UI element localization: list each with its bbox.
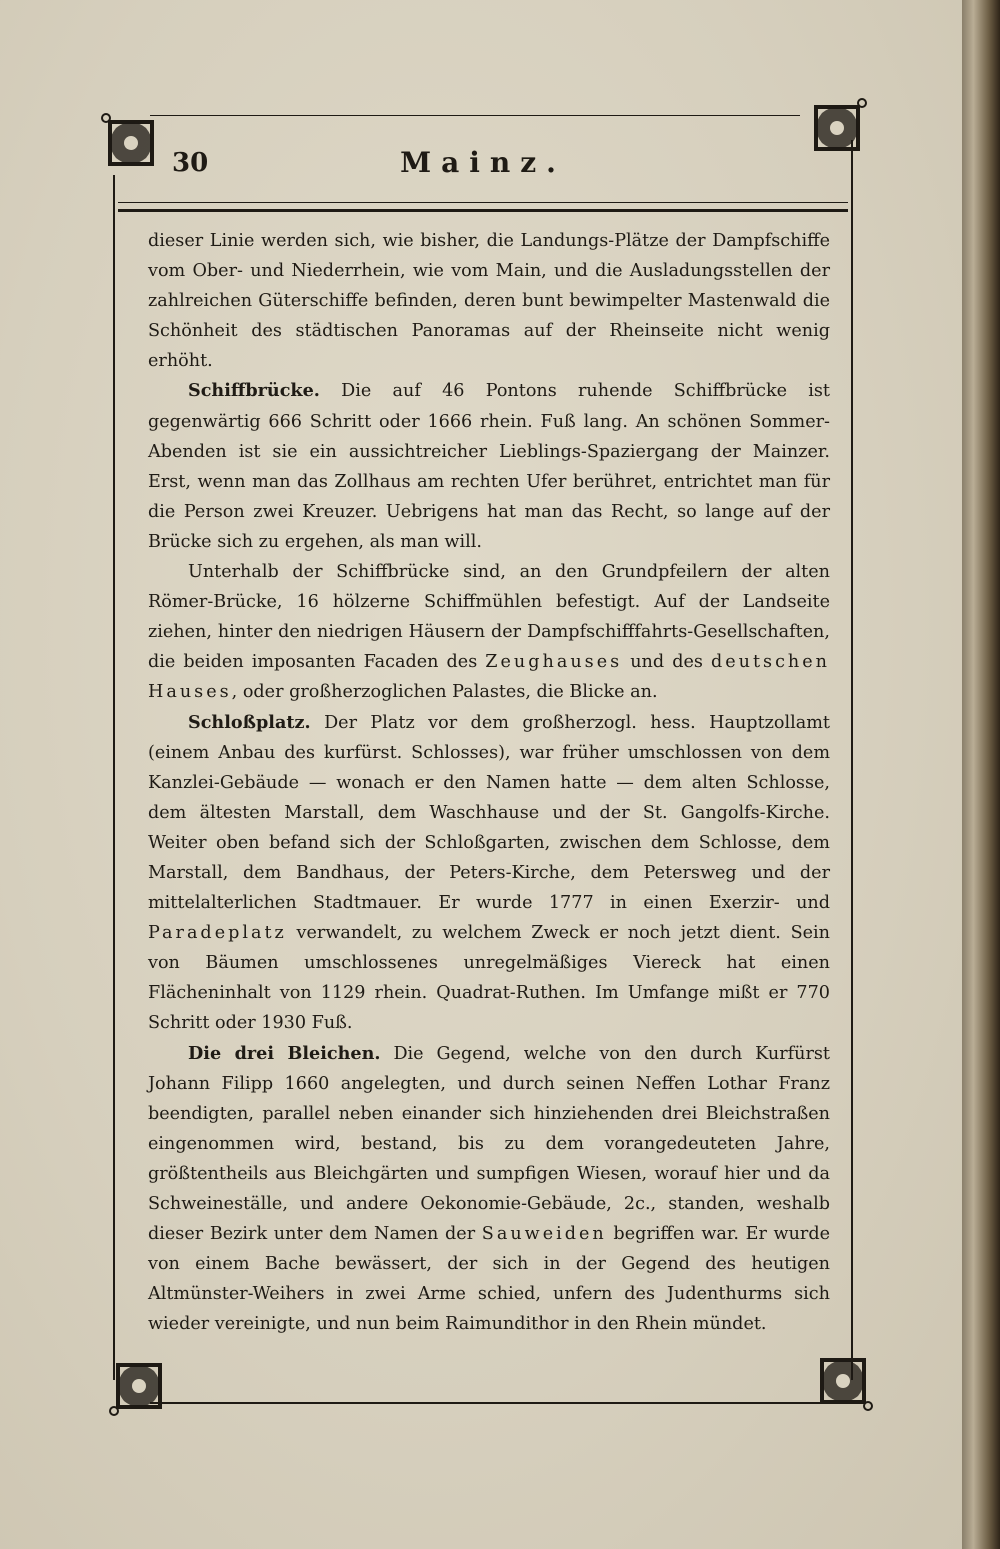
corner-ornament-bottom-left <box>108 1355 170 1417</box>
spaced-emphasis: Sauweiden <box>481 1224 607 1245</box>
page-header <box>118 140 848 190</box>
spaced-emphasis: deutschen Hauses <box>148 652 831 703</box>
text-run: Der Platz vor dem großherzogl. hess. Hauptzollamt (einem Anbau des kurfürst. Schlosses), war früher umschlossen von dem Kanzlei-Gebäude — wonach er den Namen hatte — dem alten Schlosse, dem ältesten Marstall, dem Waschhause und der St. Gangolfs-Kirche. Weiter oben befand sich der Schloßgarten, zwischen dem Schlosse, dem Marstall, dem Bandhaus, der Peters-Kirche, dem Petersweg und der mittelalterlichen Stadtmauer. Er wurde 1777 in einen Exerzir- und <box>148 712 830 914</box>
frame-bottom-line <box>150 1402 830 1404</box>
frame-left-line <box>113 175 115 1380</box>
text-run: und des <box>622 652 711 673</box>
body-text <box>148 226 830 1339</box>
paragraph <box>148 557 830 707</box>
text-run: Unterhalb der Schiffbrücke sind, an den Grundpfeilern der alten Römer-Brücke, 16 hölzerne Schiffmühlen befestigt. Auf der Landseite ziehen, hinter den niedrigen Häusern der Dampfschifffahrts-Gesellschaften, die beiden imposanten Facaden des <box>148 562 830 673</box>
paragraph <box>148 1039 830 1340</box>
frame-top-rule-thin <box>118 202 848 203</box>
frame-right-line <box>851 140 853 1380</box>
text-run: dieser Linie werden sich, wie bisher, die Landungs-Plätze der Dampfschiffe vom Ober- und Niederrhein, wie vom Main, und die Ausladungsstellen der zahlreichen Güterschiffe befinden, deren bunt bewimpelter Mastenwald die Schönheit des städtischen Panoramas auf der Rheinseite nicht wenig erhöht. <box>148 231 830 372</box>
text-run: Die Gegend, welche von den durch Kurfürst Johann Filipp 1660 angelegten, und durch seinen Neffen Lothar Franz beendigten, parallel neben einander sich hinziehenden drei Bleichstraßen eingenommen wird, bestand, bis zu dem vorangedeuteten Jahre, größtentheils aus Bleichgärten und sumpfigen Wiesen, worauf hier und da Schweineställe, und andere Oekonomie-Gebäude, 2c., standen, weshalb dieser Bezirk unter dem Namen der <box>148 1043 830 1245</box>
section-keyword: Schloßplatz. <box>188 711 311 733</box>
corner-ornament-bottom-right <box>812 1350 874 1412</box>
paragraph <box>148 708 830 1039</box>
section-keyword: Die drei Bleichen. <box>188 1042 381 1064</box>
text-run: verwandelt, zu welchem Zweck er noch jetzt dient. Sein von Bäumen umschlossenes unregelmäßiges Viereck hat einen Flächeninhalt von 1129 rhein. Quadrat-Ruthen. Im Umfange mißt er 770 Schritt oder 1930 Fuß. <box>148 923 830 1034</box>
text-run: , oder großherzoglichen Palastes, die Blicke an. <box>231 682 658 703</box>
text-run: begriffen war. Er wurde von einem Bache bewässert, der sich in der Gegend des heutigen Altmünster-Weihers in zwei Arme schied, unfern des Judenthurms sich wieder vereinigte, und nun beim Raimundithor in den Rhein mündet. <box>148 1224 830 1335</box>
section-keyword: Schiffbrücke. <box>188 380 320 402</box>
book-spine <box>962 0 1000 1549</box>
spaced-emphasis: Paradeplatz <box>148 923 287 944</box>
frame-top-rule <box>118 209 848 212</box>
page-number: 30 <box>172 148 209 178</box>
paragraph <box>148 376 830 557</box>
frame-top-line <box>150 115 800 116</box>
text-run: Die auf 46 Pontons ruhende Schiffbrücke ist gegenwärtig 666 Schritt oder 1666 rhein. Fuß lang. An schönen Sommer-Abenden ist sie ein aussichtreicher Lieblings-Spaziergang der Mainzer. Erst, wenn man das Zollhaus am rechten Ufer berühret, entrichtet man für die Person zwei Kreuzer. Uebrigens hat man das Recht, so lange auf der Brücke sich zu ergehen, als man will. <box>148 381 830 552</box>
paragraph <box>148 226 830 376</box>
spaced-emphasis: Zeughauses <box>485 652 623 673</box>
running-title: Mainz. <box>400 146 566 179</box>
